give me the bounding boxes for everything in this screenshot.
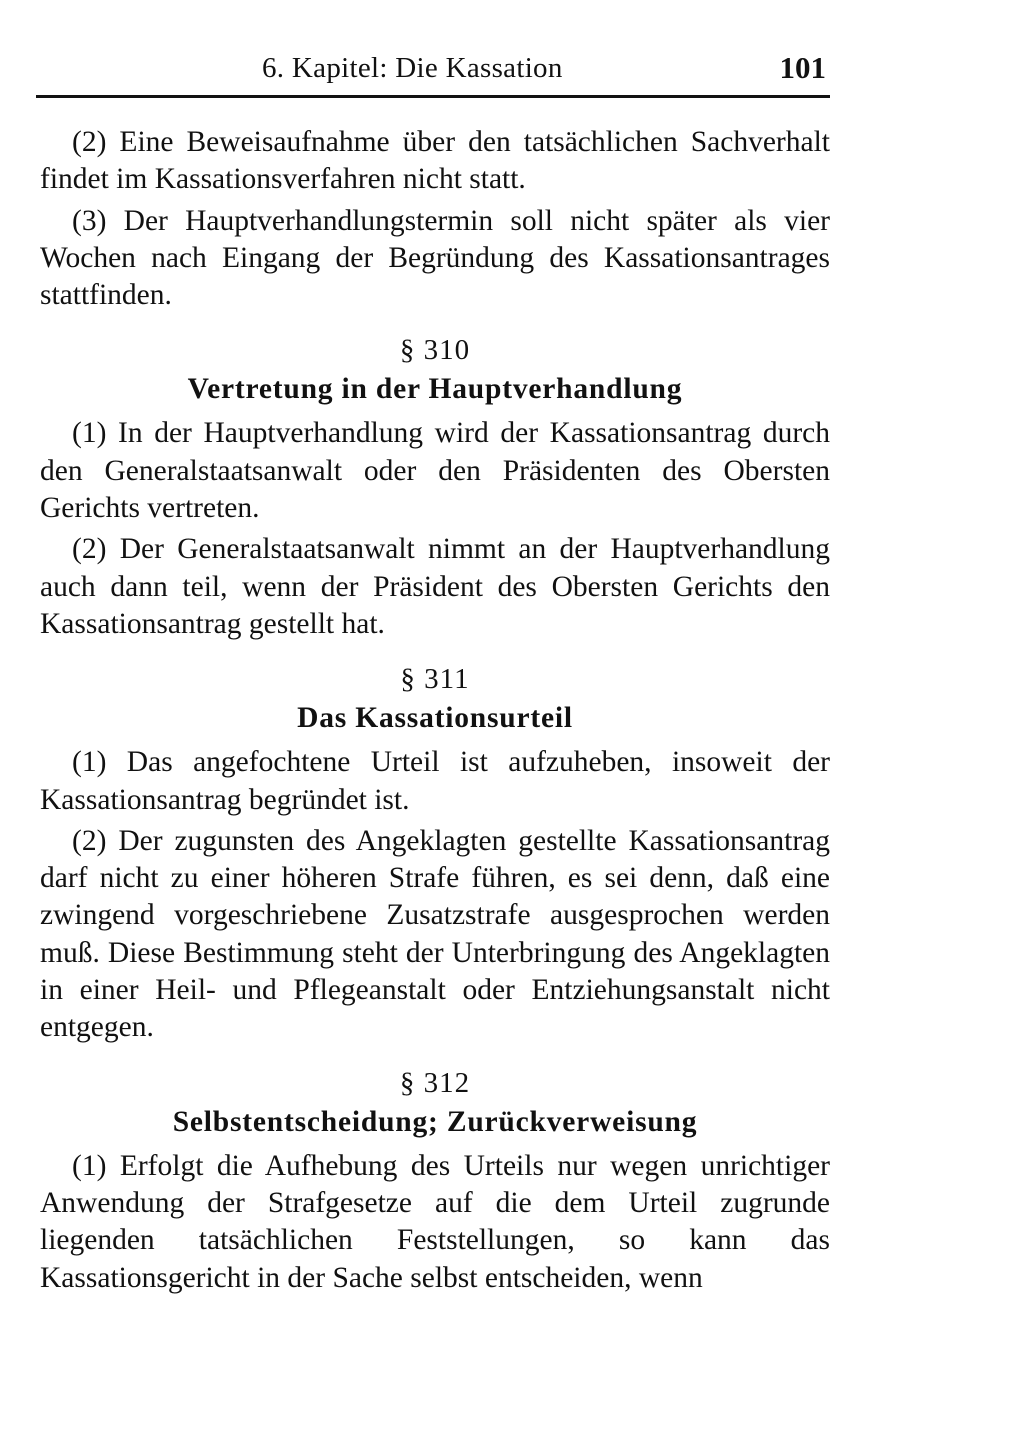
section-title: Vertretung in der Hauptverhandlung: [187, 373, 683, 406]
body-text: [40, 124, 830, 1301]
section-title: Selbstentscheidung; Zurückverweisung: [172, 1105, 698, 1138]
paragraph-311-1: (1) Das angefochtene Urteil ist aufzuheben, insoweit der Kassationsantrag begründet ist.: [40, 746, 830, 816]
section-311-heading: [40, 661, 830, 737]
paragraph-312-1: (1) Erfolgt die Aufhebung des Urteils nur wegen unrichtiger Anwendung der Strafgesetze auf die dem Urteil zugrunde liegenden tatsächlichen Feststellungen, so kann das Kassationsgericht in der Sache selbst entscheiden, wenn: [40, 1149, 830, 1294]
paragraph-310-2: (2) Der Generalstaatsanwalt nimmt an der Hauptverhandlung auch dann teil, wenn der Präsident des Obersten Gerichts den Kassationsantrag gestellt hat.: [40, 533, 830, 640]
header-rule: [36, 95, 830, 98]
section-number: § 310: [399, 334, 471, 367]
paragraph-311-2: (2) Der zugunsten des Angeklagten gestellte Kassationsantrag darf nicht zu einer höheren Strafe führen, es sei denn, daß eine zwingend vorgeschriebene Zusatzstrafe ausgesprochen werden muß. Diese Bestimmung steht der Unterbringung des Angeklagten in einer Heil- und Pflegeanstalt oder Entziehungsanstalt nicht entgegen.: [40, 824, 830, 1044]
chapter-title: 6. Kapitel: Die Kassation: [262, 52, 563, 84]
section-number: § 312: [399, 1066, 471, 1099]
paragraph-310-1: (1) In der Hauptverhandlung wird der Kassationsantrag durch den Generalstaatsanwalt oder den Präsidenten des Obersten Gerichts vertreten.: [40, 417, 830, 525]
running-header: [40, 0, 830, 92]
section-310-heading: [40, 332, 830, 408]
book-page: [40, 0, 830, 1294]
paragraph-309-3: (3) Der Hauptverhandlungstermin soll nicht später als vier Wochen nach Eingang der Begründung des Kassationsantrages stattfinden.: [40, 204, 830, 312]
section-312-heading: [40, 1065, 830, 1141]
paragraph-309-2: (2) Eine Beweisaufnahme über den tatsächlichen Sachverhalt findet im Kassationsverfahren nicht statt.: [40, 126, 830, 196]
page-number: 101: [779, 50, 826, 85]
section-title: Das Kassationsurteil: [297, 702, 573, 735]
section-number: § 311: [400, 663, 470, 696]
